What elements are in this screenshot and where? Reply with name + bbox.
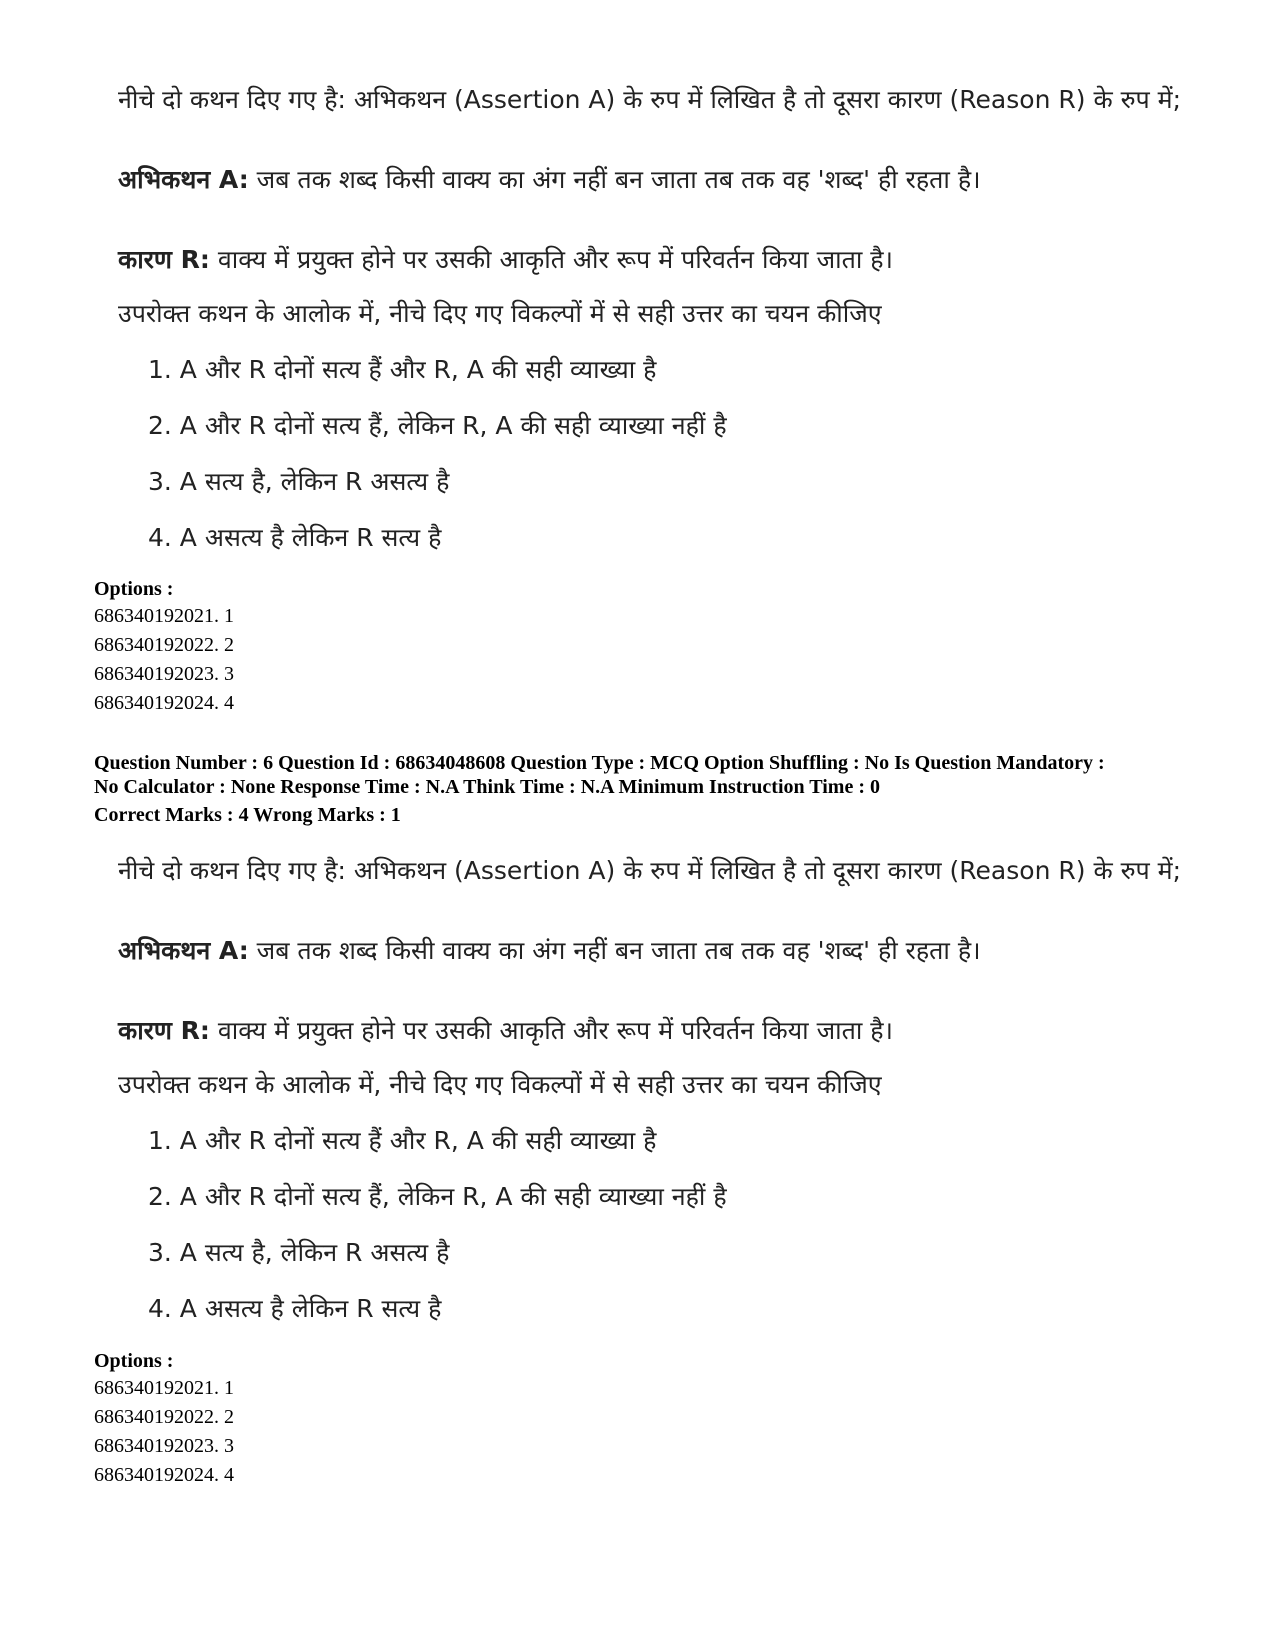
choice-1: 1. A और R दोनों सत्य हैं और R, A की सही व्याख्या है (148, 1126, 657, 1155)
assertion-text: जब तक शब्द किसी वाक्य का अंग नहीं बन जाता तब तक वह 'शब्द' ही रहता है। (248, 165, 981, 194)
option-row-2: 686340192022. 2 (94, 634, 234, 656)
assertion-line (118, 164, 981, 196)
question-intro: नीचे दो कथन दिए गए है: अभिकथन (Assertion A) के रुप में लिखित है तो दूसरा कारण (Reason R) के रुप में; (118, 85, 1182, 114)
header-line-3: Correct Marks : 4 Wrong Marks : 1 (94, 804, 401, 826)
assertion-text: जब तक शब्द किसी वाक्य का अंग नहीं बन जाता तब तक वह 'शब्द' ही रहता है। (248, 936, 981, 965)
options-label: Options : (94, 1350, 174, 1372)
choice-4: 4. A असत्य है लेकिन R सत्य है (148, 1294, 442, 1323)
instruction-line: उपरोक्त कथन के आलोक में, नीचे दिए गए विकल्पों में से सही उत्तर का चयन कीजिए (118, 299, 882, 328)
instruction-line: उपरोक्त कथन के आलोक में, नीचे दिए गए विकल्पों में से सही उत्तर का चयन कीजिए (118, 1070, 882, 1099)
option-row-1: 686340192021. 1 (94, 605, 234, 627)
reason-line (118, 1015, 893, 1047)
option-row-3: 686340192023. 3 (94, 1435, 234, 1457)
option-row-1: 686340192021. 1 (94, 1377, 234, 1399)
options-section-2 (94, 1348, 1194, 1490)
option-row-2: 686340192022. 2 (94, 1406, 234, 1428)
option-row-4: 686340192024. 4 (94, 1464, 234, 1486)
header-line-1: Question Number : 6 Question Id : 68634048608 Question Type : MCQ Option Shuffling : No Is Question Mandatory : (94, 752, 1105, 774)
choice-2: 2. A और R दोनों सत्य हैं, लेकिन R, A की सही व्याख्या नहीं है (148, 411, 727, 440)
question-header (94, 751, 1204, 827)
options-label: Options : (94, 578, 174, 600)
choice-3: 3. A सत्य है, लेकिन R असत्य है (148, 1238, 450, 1267)
assertion-label: अभिकथन A: (118, 936, 249, 965)
reason-line (118, 244, 893, 276)
choice-4: 4. A असत्य है लेकिन R सत्य है (148, 523, 442, 552)
option-row-4: 686340192024. 4 (94, 692, 234, 714)
assertion-label: अभिकथन A: (118, 165, 249, 194)
question-intro: नीचे दो कथन दिए गए है: अभिकथन (Assertion A) के रुप में लिखित है तो दूसरा कारण (Reason R) के रुप में; (118, 856, 1182, 885)
choice-3: 3. A सत्य है, लेकिन R असत्य है (148, 467, 450, 496)
reason-label: कारण R: (118, 245, 210, 274)
option-row-3: 686340192023. 3 (94, 663, 234, 685)
choice-2: 2. A और R दोनों सत्य हैं, लेकिन R, A की सही व्याख्या नहीं है (148, 1182, 727, 1211)
assertion-line (118, 935, 981, 967)
choice-1: 1. A और R दोनों सत्य हैं और R, A की सही व्याख्या है (148, 355, 657, 384)
reason-text: वाक्य में प्रयुक्त होने पर उसकी आकृति और रूप में परिवर्तन किया जाता है। (209, 245, 894, 274)
options-section-1 (94, 576, 1194, 718)
header-line-2: No Calculator : None Response Time : N.A Think Time : N.A Minimum Instruction Time : 0 (94, 776, 880, 798)
reason-text: वाक्य में प्रयुक्त होने पर उसकी आकृति और रूप में परिवर्तन किया जाता है। (209, 1016, 894, 1045)
reason-label: कारण R: (118, 1016, 210, 1045)
